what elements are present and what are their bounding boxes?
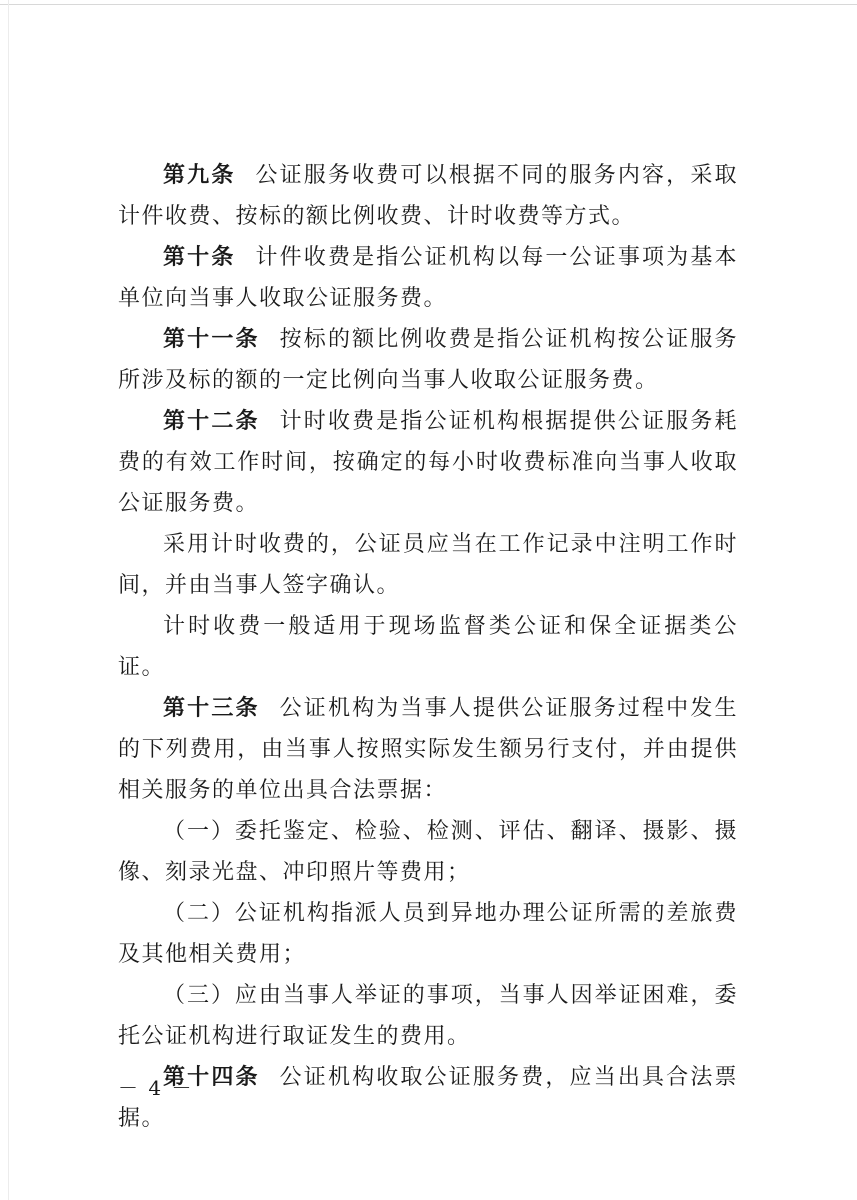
article-11 xyxy=(118,319,738,401)
article-9-text: 公证服务收费可以根据不同的服务内容，采取计件收费、按标的额比例收费、计时收费等方式。 xyxy=(118,163,738,229)
article-9 xyxy=(118,155,738,237)
page-number: － 4 － xyxy=(118,1076,194,1100)
timed-fee-note-2: 计时收费一般适用于现场监督类公证和保全证据类公证。 xyxy=(118,614,738,680)
timed-fee-note-1: 采用计时收费的，公证员应当在工作记录中注明工作时间，并由当事人签字确认。 xyxy=(118,532,738,598)
article-12-text: 计时收费是指公证机构根据提供公证服务耗费的有效工作时间，按确定的每小时收费标准向当事人收取公证服务费。 xyxy=(118,409,738,516)
article-13-item-2: （二）公证机构指派人员到异地办理公证所需的差旅费及其他相关费用； xyxy=(118,901,738,967)
article-14-heading: 第十四条 xyxy=(163,1065,260,1090)
article-13-item-1: （一）委托鉴定、检验、检测、评估、翻译、摄影、摄像、刻录光盘、冲印照片等费用； xyxy=(118,819,738,885)
article-11-text: 按标的额比例收费是指公证机构按公证服务所涉及标的额的一定比例向当事人收取公证服务费。 xyxy=(118,327,738,393)
article-9-heading: 第九条 xyxy=(163,163,236,188)
article-13 xyxy=(118,688,738,811)
article-11-heading: 第十一条 xyxy=(163,327,260,352)
article-13-item-3: （三）应由当事人举证的事项，当事人因举证困难，委托公证机构进行取证发生的费用。 xyxy=(118,983,738,1049)
document-body xyxy=(118,155,738,1139)
scan-edge-top xyxy=(0,4,857,5)
article-12-heading: 第十二条 xyxy=(163,409,260,434)
article-10-heading: 第十条 xyxy=(163,245,236,270)
scan-edge-left xyxy=(8,0,9,1200)
article-14 xyxy=(118,1057,738,1139)
article-14-text: 公证机构收取公证服务费，应当出具合法票据。 xyxy=(118,1065,738,1131)
article-12 xyxy=(118,401,738,524)
article-13-heading: 第十三条 xyxy=(163,696,260,721)
article-10-text: 计件收费是指公证机构以每一公证事项为基本单位向当事人收取公证服务费。 xyxy=(118,245,738,311)
article-13-text: 公证机构为当事人提供公证服务过程中发生的下列费用，由当事人按照实际发生额另行支付，并由提供相关服务的单位出具合法票据： xyxy=(118,696,738,803)
article-10 xyxy=(118,237,738,319)
